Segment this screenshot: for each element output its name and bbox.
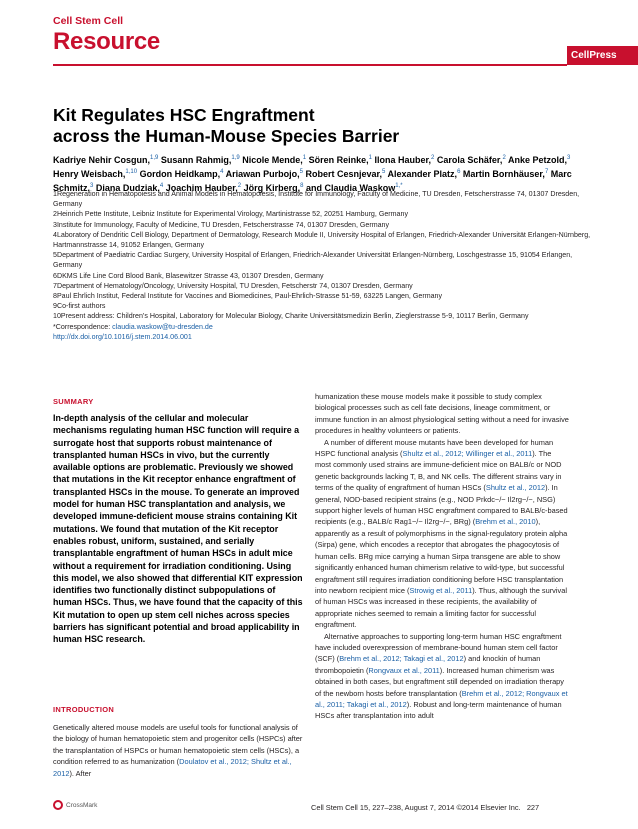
affiliation: 10Present address: Children’s Hospital, Laboratory for Molecular Biology, Charite Universitätsmedizin Berlin, Zieglerstrasse 5-9, 10117 Berlin, Germany: [53, 312, 529, 321]
author-name: Martin Bornhäuser,$^7$: [462, 168, 549, 179]
citation-link[interactable]: Strowig et al., 2011: [409, 585, 473, 595]
footer-citation: Cell Stem Cell 15, 227–238, August 7, 2014 ©2014 Elsevier Inc. 227: [311, 803, 540, 812]
author-name: Robert Cesnjevar,$^5$: [305, 168, 386, 179]
citation-link[interactable]: Brehm et al., 2012; Takagi et al., 2012: [339, 654, 464, 664]
article-type: Resource: [53, 28, 160, 55]
author-name: Joachim Hauber,$^2$: [165, 182, 242, 193]
affiliation: 1Regeneration in Hematopoiesis and Animal Models in Hematopoiesis, Institute for Immunology, Faculty of Medicine, TU Dresden, Fetscherstrasse 74, 01307 Dresden, Germany: [53, 190, 580, 209]
author-name: Anke Petzold,$^3$: [507, 155, 571, 165]
paragraph: A number of different mouse mutants have been developed for human HSPC functional analysis (Shultz et al., 2012; Willinger et al., 2011). The most commonly used strains are immune-deficient mice on BALB/c or NOD genetic backgrounds lacking T, B, and NK cells. The different strains vary in terms of the quality of engraftment of human HSCs (Shultz et al., 2012). In general, NOD-based recipient strains (e.g., NOD Prkdc−/− Il2rg−/−, NSG) support higher levels of human HSC engraftment compared to BALB/c-based recipients (e.g., BALB/c Rag1−/− Il2rg−/−, BRg) (Brehm et al., 2010), apparently as a result of polymorphisms in the signal-regulatory protein alpha (Sirpa) gene, which encodes a receptor that abrogates the phagocytosis of human cells. BRg mice carrying a human Sirpa transgene are able to show significantly enhanced human chimerism relative to wild-type, but successful engraftment still requires irradiation conditioning before HSC transplantation into newborn recipient mice (Strowig et al., 2011). Thus, although the survival of human HSCs was increased in these recipients, the availability of appropriate niches seemed to remain a limiting factor for successful engraftment.: [315, 437, 568, 630]
header-rule: [53, 64, 567, 66]
affiliation: 2Heinrich Pette Institute, Leibniz Institute for Experimental Virology, Martinistrasse 52, 20251 Hamburg, Germany: [53, 210, 408, 219]
affiliation: 5Department of Paediatric Cardiac Surgery, University Hospital of Erlangen, Friedrich-Alexander Universität Erlangen-Nürnberg, Loschgestrasse 15, 91054 Erlangen, Germany: [53, 251, 573, 270]
author-name: Ilona Hauber,$^2$: [374, 155, 435, 165]
summary-heading: SUMMARY: [53, 397, 94, 406]
title-line-1: Kit Regulates HSC Engraftment: [53, 105, 315, 125]
author-name: Diana Dudziak,$^4$: [95, 182, 164, 193]
author-name: Sören Reinke,$^1$: [308, 155, 373, 165]
author-name: and Claudia Waskow$^{1,*}$: [306, 182, 403, 193]
author-name: Susann Rahmig,$^{1,9}$: [160, 155, 240, 165]
paragraph: humanization these mouse models make it possible to study complex biological processes such as cell fate decisions, lineage commitment, or immune function in an almost physiological setting without a need for invasive procedures in healthy volunteers or patients.: [315, 392, 569, 436]
title-line-2: across the Human-Mouse Species Barrier: [53, 126, 400, 146]
author-name: Ariawan Purbojo,$^5$: [225, 168, 303, 179]
citation-link[interactable]: Brehm et al., 2012; Rongvaux et al., 2011; Takagi et al., 2012: [315, 688, 568, 709]
author-name: Alexander Platz,$^6$: [387, 168, 461, 179]
correspondence: *Correspondence: claudia.waskow@tu-dresden.de: [53, 322, 213, 331]
affiliation: 6DKMS Life Line Cord Blood Bank, Blasewitzer Strasse 43, 01307 Dresden, Germany: [53, 271, 324, 280]
page-number: 227: [526, 803, 540, 812]
correspondence-email-link[interactable]: claudia.waskow@tu-dresden.de: [112, 322, 213, 331]
author-name: Carola Schäfer,$^2$: [436, 155, 506, 165]
citation-link[interactable]: Brehm et al., 2010: [475, 517, 536, 527]
affiliation: 8Paul Ehrlich Institut, Federal Institute for Vaccines and Biomedicines, Paul-Ehrlich-Strasse 51-59, 63225 Langen, Germany: [53, 292, 443, 301]
right-column-text: [315, 391, 569, 722]
article-title: [53, 105, 573, 147]
affiliations: [53, 189, 593, 342]
author-name: Marc Schmitz,$^3$: [53, 168, 572, 193]
affiliation: 4Laboratory of Dendritic Cell Biology, Department of Dermatology, Research Module II, University Hospital of Erlangen, Friedrich-Alexander Universität Erlangen-Nürnberg, Hartmannstrasse 14, 91052 Erlangen, Germany: [53, 230, 591, 250]
author-name: Henry Weisbach,$^{1,10}$: [53, 168, 138, 179]
summary-text: In-depth analysis of the cellular and molecular mechanisms regulating human HSC function will require a surrogate host that supports robust maintenance of transplanted human HSCs in vivo, but the currently available options are problematic. Previously we showed that mutations in the Kit receptor enhance engraftment of transplanted HSCs in the mouse. To generate an improved model for human HSC transplantation and analysis, we developed immune-deficient mouse strains containing Kit mutations. We found that mutation of the Kit receptor enables robust, uniform, sustained, and serially transplantable engraftment of human HSCs in adult mice without a requirement for irradiation conditioning. Using this model, we also showed that differential KIT expression identifies two functionally distinct subpopulations of human HSCs. Thus, we have found that the capacity of this Kit mutation to open up stem cell niches across species barriers has significant potential and broad applicability in human HSC research.: [53, 413, 303, 645]
citation-link[interactable]: Rongvaux et al., 2011: [368, 665, 440, 675]
affiliation: 3Institute for Immunology, Faculty of Medicine, TU Dresden, Fetscherstrasse 74, 01307 Dresden, Germany: [53, 220, 390, 229]
crossmark-icon: [53, 800, 63, 810]
introduction-heading: INTRODUCTION: [53, 705, 115, 714]
affiliation: 7Department of Hematology/Oncology, University Hospital, TU Dresden, Fetscherstr 74, 01307 Dresden, Germany: [53, 281, 413, 290]
introduction-text: Genetically altered mouse models are useful tools for functional analysis of the biology of human hematopoietic stem and progenitor cells (HSPCs) after the transplantation of HSPCs or human hematopoietic stem cells (HSCs), a condition referred to as humanization (Doulatov et al., 2012; Shultz et al., 2012). After: [53, 723, 303, 778]
journal-name: Cell Stem Cell: [53, 15, 124, 27]
crossmark-badge[interactable]: CrossMark: [53, 800, 97, 810]
citation-link[interactable]: Shultz et al., 2012; Willinger et al., 2011: [402, 449, 533, 459]
author-name: Nicole Mende,$^1$: [242, 155, 307, 165]
publisher-logo: CellPress: [567, 46, 638, 65]
citation-link[interactable]: Doulatov et al., 2012; Shultz et al., 2012: [53, 757, 292, 778]
author-name: Jörg Kirberg,$^8$: [243, 182, 304, 193]
author-name: Gordon Heidkamp,$^4$: [139, 168, 224, 179]
author-name: Kadriye Nehir Cosgun,$^{1,9}$: [53, 155, 159, 165]
paragraph: Alternative approaches to supporting long-term human HSC engraftment have included overexpression of membrane-bound human stem cell factor (SCF) (Brehm et al., 2012; Takagi et al., 2012) and knockin of human thrombopoietin (Rongvaux et al., 2011). Increased human chimerism was obtained in both cases, but engraftment still depended on irradiation therapy of the newborn hosts before transplantation (Brehm et al., 2012; Rongvaux et al., 2011; Takagi et al., 2012). Robust and long-term maintenance of human HSCs after transplantation into adult: [315, 631, 568, 721]
affiliation: 9Co-first authors: [53, 302, 106, 311]
doi-link[interactable]: http://dx.doi.org/10.1016/j.stem.2014.06.001: [53, 332, 192, 341]
citation-link[interactable]: Shultz et al., 2012: [485, 483, 546, 493]
